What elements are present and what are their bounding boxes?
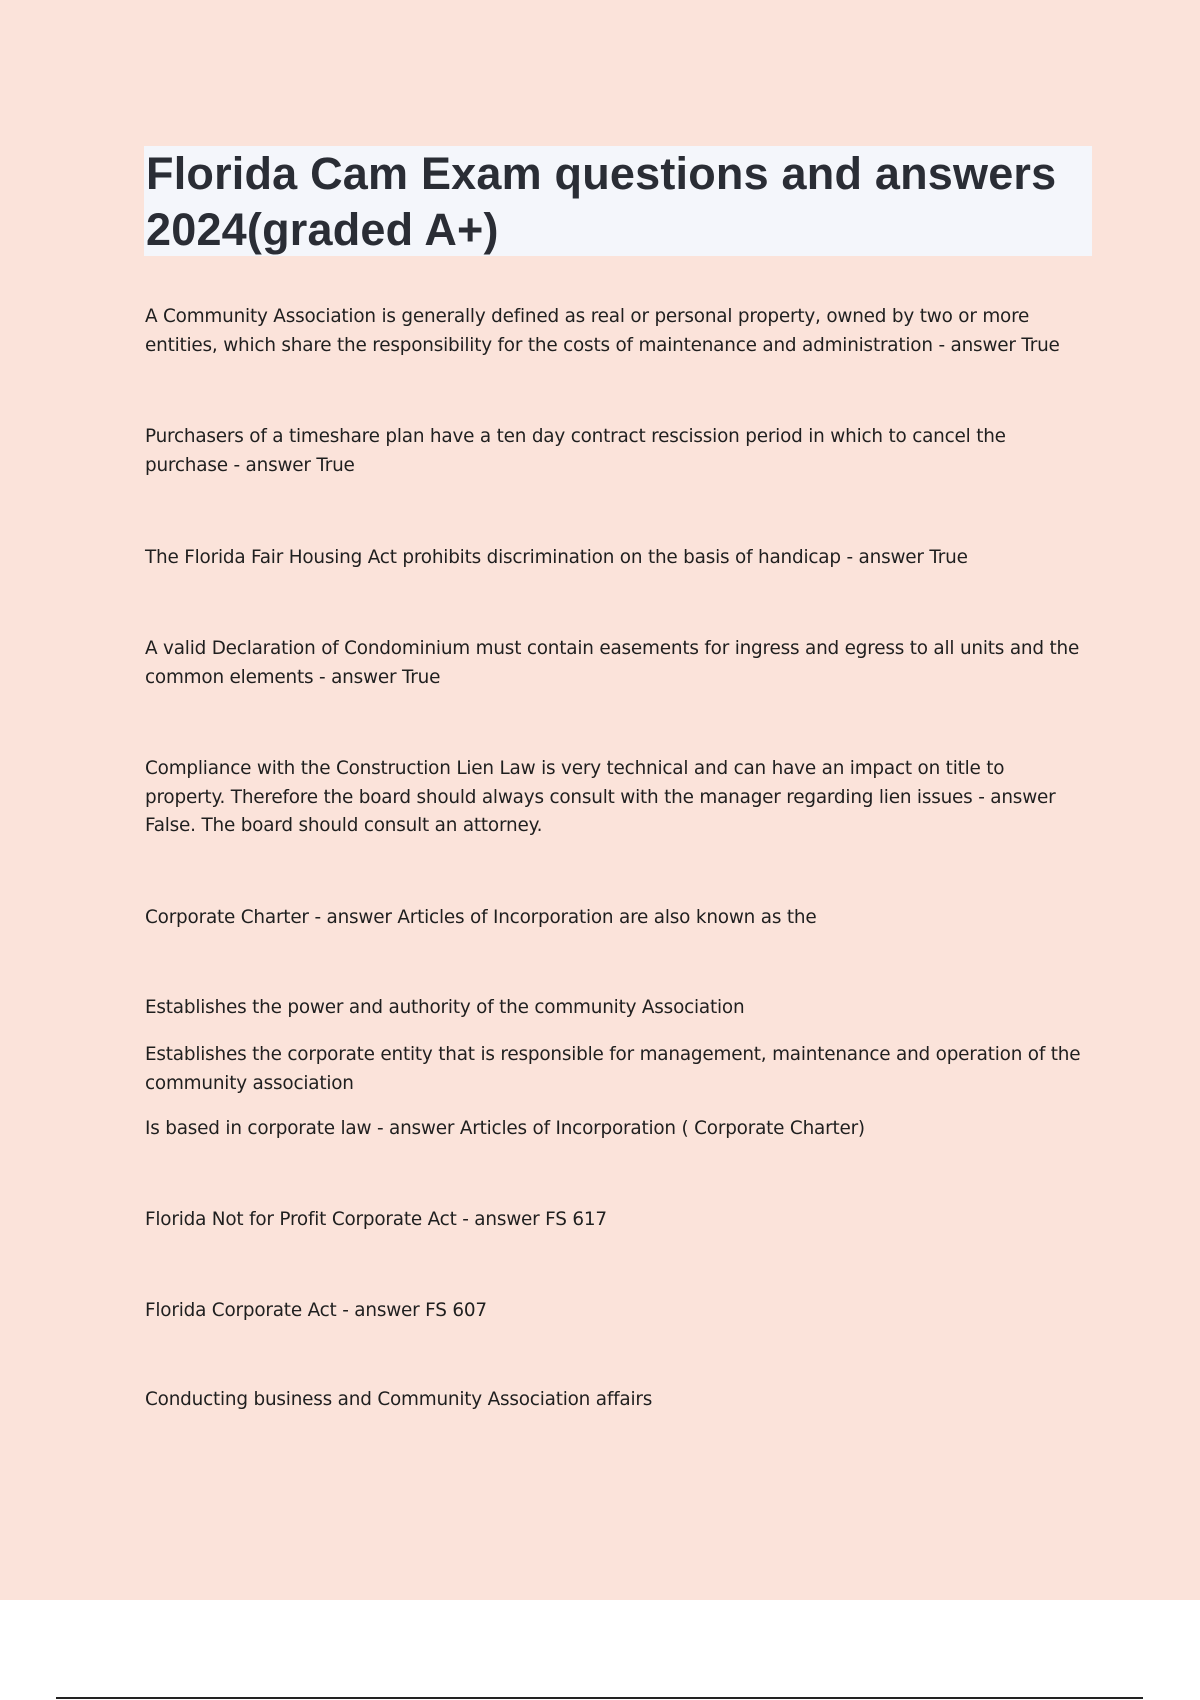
qa-item-7: Establishes the power and authority of the community Association <box>145 997 745 1019</box>
qa-item-11: Florida Corporate Act - answer FS 607 <box>145 1300 487 1322</box>
title-banner <box>144 146 1092 256</box>
qa-item-12: Conducting business and Community Association affairs <box>145 1389 653 1411</box>
qa-item-3: The Florida Fair Housing Act prohibits discrimination on the basis of handicap - answer True <box>145 547 968 569</box>
qa-item-2: Purchasers of a timeshare plan have a ten day contract rescission period in which to cancel the purchase - answer True <box>145 426 1006 476</box>
qa-item-6: Corporate Charter - answer Articles of Incorporation are also known as the <box>145 907 817 929</box>
qa-item-4: A valid Declaration of Condominium must contain easements for ingress and egress to all units and the common elements - answer True <box>145 638 1080 688</box>
qa-item-8: Establishes the corporate entity that is responsible for management, maintenance and operation of the community association <box>145 1044 1081 1094</box>
qa-item-10: Florida Not for Profit Corporate Act - answer FS 617 <box>145 1209 607 1231</box>
footer-divider <box>56 1697 1143 1699</box>
qa-item-9: Is based in corporate law - answer Articles of Incorporation ( Corporate Charter) <box>145 1118 865 1140</box>
document-title: Florida Cam Exam questions and answers 2024(graded A+) <box>146 148 1057 255</box>
qa-item-1: A Community Association is generally defined as real or personal property, owned by two or more entities, which share the responsibility for the costs of maintenance and administration - answer True <box>145 306 1060 356</box>
qa-item-5: Compliance with the Construction Lien Law is very technical and can have an impact on title to property. Therefore the board should always consult with the manager regarding lien issues - answer False. The board should consult an attorney. <box>145 758 1056 837</box>
